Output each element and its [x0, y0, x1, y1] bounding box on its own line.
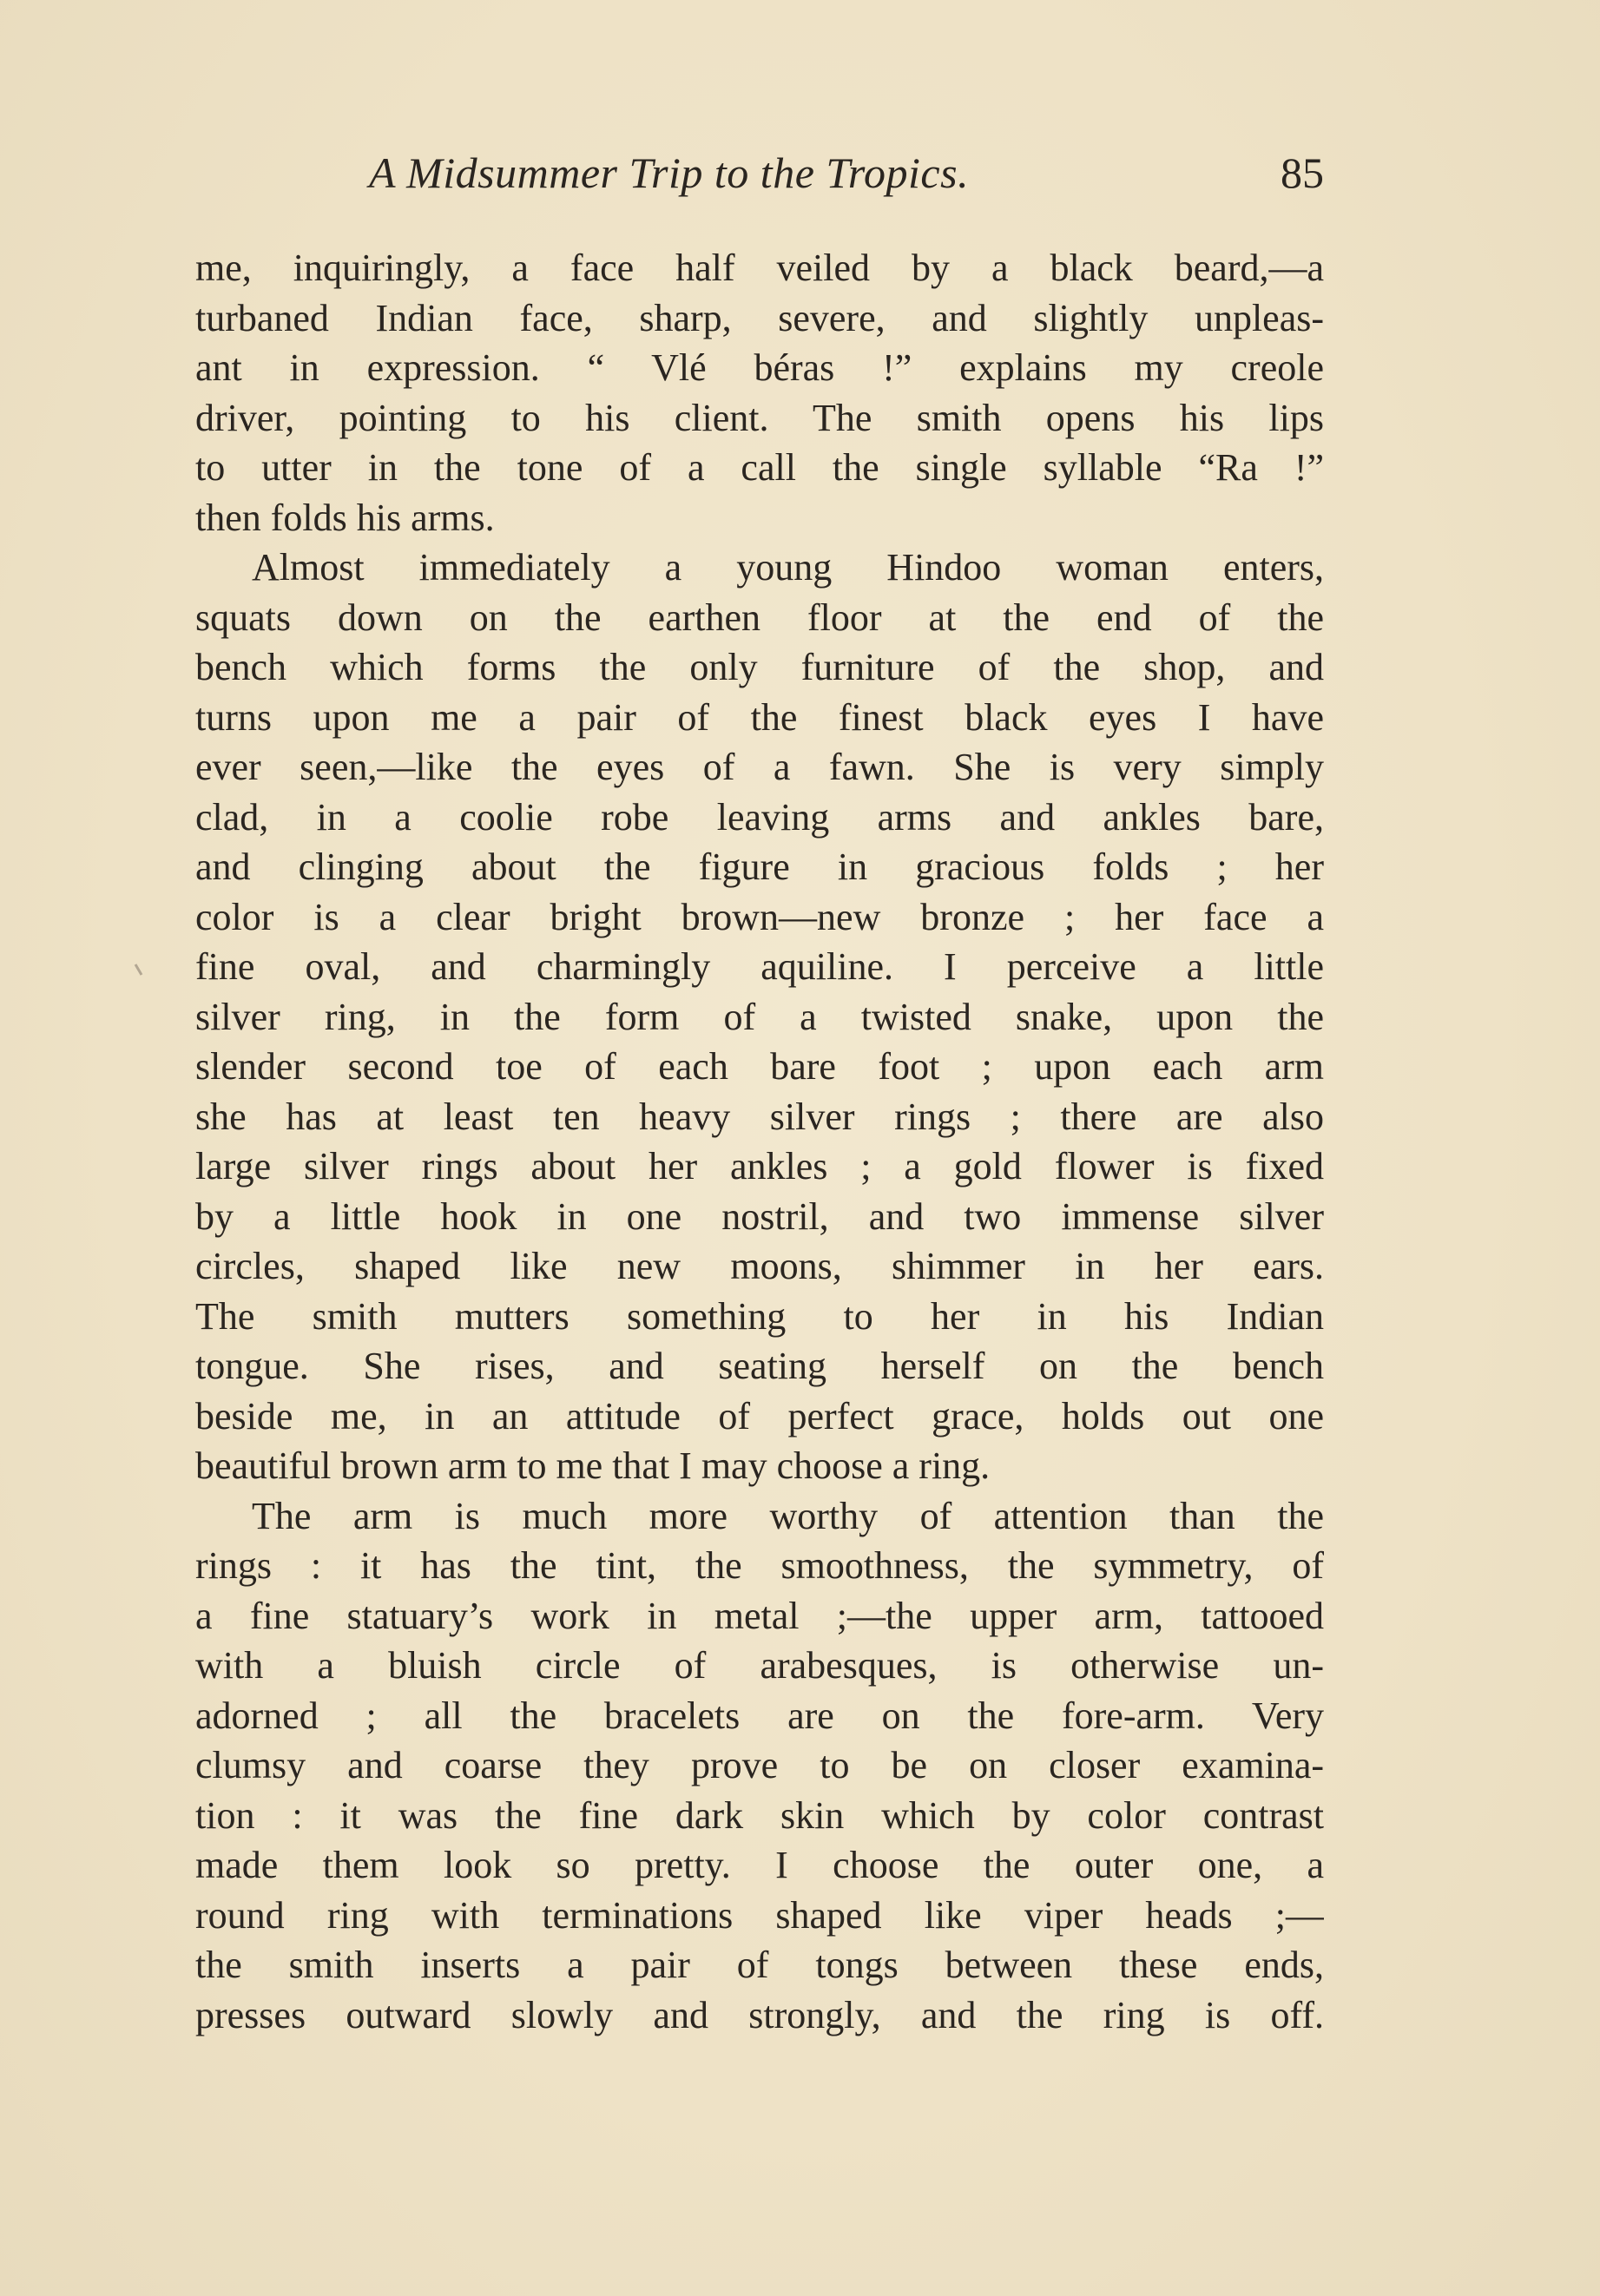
- text-line: turbaned Indian face, sharp, severe, and slightly unpleas-: [195, 296, 1324, 339]
- text-line: ever seen,—like the eyes of a fawn. She is very simply: [195, 746, 1324, 788]
- text-line: round ring with terminations shaped like viper heads ;—: [195, 1893, 1324, 1937]
- running-title: A Midsummer Trip to the Tropics.: [369, 148, 970, 197]
- text-line: turns upon me a pair of the finest black eyes I have: [195, 695, 1324, 739]
- text-line: squats down on the earthen floor at the end of the: [195, 595, 1324, 639]
- paragraph-start-line: The arm is much more worthy of attention than the: [252, 1494, 1324, 1537]
- text-line: color is a clear bright brown—new bronze ; her face a: [195, 895, 1324, 938]
- text-line: clad, in a coolie robe leaving arms and ankles bare,: [195, 795, 1324, 839]
- text-line: ant in expression. “ Vlé béras !” explains my creole: [195, 346, 1324, 389]
- text-line: beside me, in an attitude of perfect grace, holds out one: [195, 1394, 1324, 1437]
- body-text: [195, 243, 1324, 2040]
- text-line: large silver rings about her ankles ; a gold flower is fixed: [195, 1145, 1324, 1187]
- text-line: clumsy and coarse they prove to be on closer examina-: [195, 1744, 1324, 1786]
- text-line: the smith inserts a pair of tongs between these ends,: [195, 1944, 1324, 1986]
- text-line: circles, shaped like new moons, shimmer in her ears.: [195, 1245, 1324, 1287]
- text-line: driver, pointing to his client. The smith opens his lips: [195, 396, 1324, 439]
- text-line: with a bluish circle of arabesques, is otherwise un-: [195, 1644, 1324, 1687]
- paragraph-start-line: Almost immediately a young Hindoo woman enters,: [252, 546, 1324, 589]
- text-line: The smith mutters something to her in his Indian: [195, 1294, 1324, 1338]
- text-line: then folds his arms.: [195, 496, 495, 539]
- text-line: silver ring, in the form of a twisted snake, upon the: [195, 995, 1324, 1038]
- text-line: to utter in the tone of a call the single syllable “Ra !”: [195, 446, 1324, 489]
- paper-speck: [135, 964, 143, 976]
- text-line: adorned ; all the bracelets are on the fore-arm. Very: [195, 1694, 1324, 1737]
- text-line: me, inquiringly, a face half veiled by a black beard,—a: [195, 247, 1324, 289]
- text-line: presses outward slowly and strongly, and the ring is off.: [195, 1993, 1324, 2036]
- text-line: and clinging about the figure in gracious folds ; her: [195, 845, 1324, 888]
- text-line: a fine statuary’s work in metal ;—the upper arm, tattooed: [195, 1594, 1324, 1637]
- page-number: 85: [1281, 148, 1324, 197]
- running-head: [195, 148, 1324, 217]
- text-line: fine oval, and charmingly aquiline. I perceive a little: [195, 945, 1324, 988]
- text-line: tion : it was the fine dark skin which by color contrast: [195, 1793, 1324, 1837]
- text-line: made them look so pretty. I choose the outer one, a: [195, 1844, 1324, 1886]
- text-line: rings : it has the tint, the smoothness, the symmetry, of: [195, 1544, 1324, 1587]
- text-line: bench which forms the only furniture of the shop, and: [195, 646, 1324, 688]
- text-line: by a little hook in one nostril, and two immense silver: [195, 1194, 1324, 1238]
- text-line: slender second toe of each bare foot ; upon each arm: [195, 1045, 1324, 1088]
- text-line: tongue. She rises, and seating herself on the bench: [195, 1345, 1324, 1387]
- text-line: she has at least ten heavy silver rings ; there are also: [195, 1095, 1324, 1138]
- text-line: beautiful brown arm to me that I may choose a ring.: [195, 1444, 991, 1487]
